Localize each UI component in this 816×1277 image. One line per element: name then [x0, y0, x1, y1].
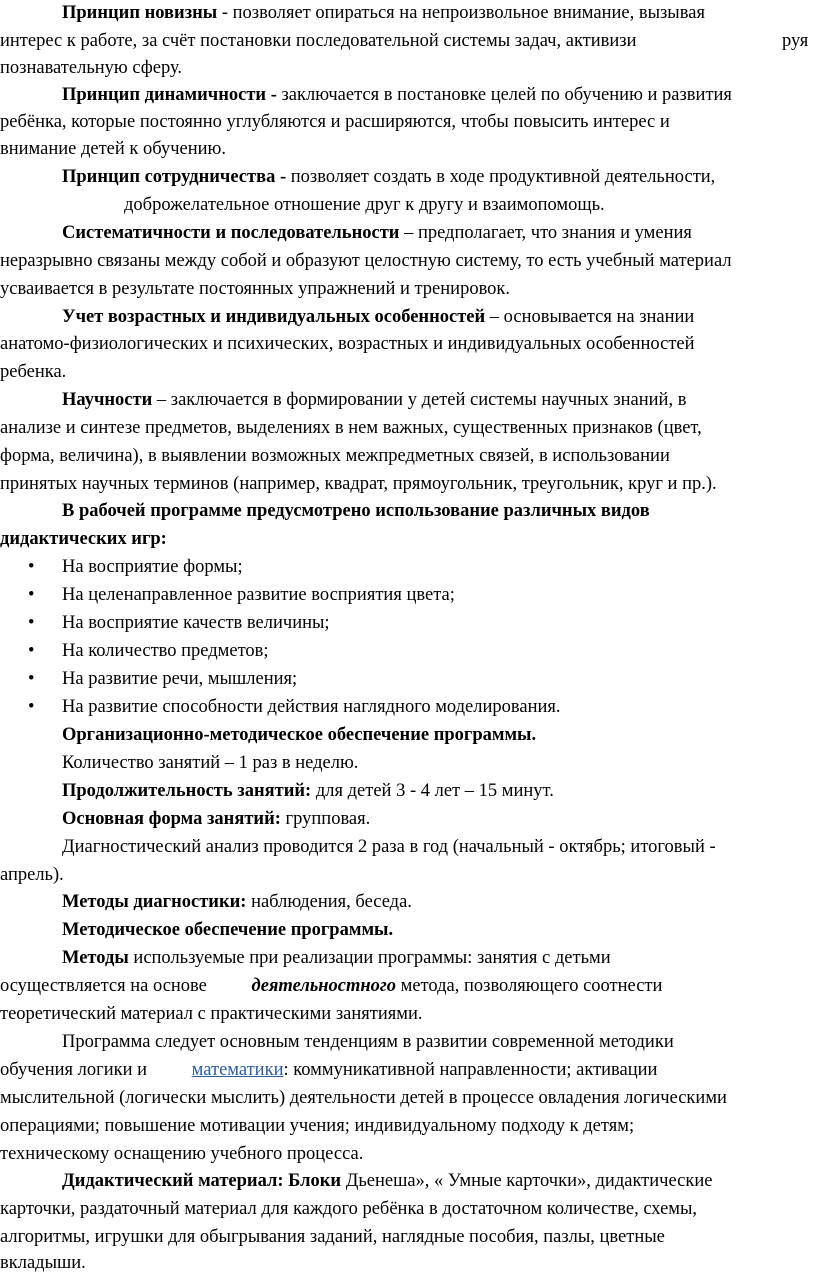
cooperation-text: позволяет создать в ходе продуктивной деятельности,: [286, 167, 716, 187]
list-item-text: На количество предметов;: [62, 641, 269, 661]
methods-text-2c: метода, позволяющего соотнести: [396, 976, 663, 996]
trends-line4: операциями; повышение мотивации учения; индивидуальному подходу к детям;: [0, 1116, 635, 1136]
bullet-icon: •: [28, 557, 35, 577]
methods-text-2a: осуществляется на основе: [0, 976, 212, 996]
bullet-icon: •: [28, 613, 35, 633]
methods-line3: теоретический материал с практическими занятиями.: [0, 1004, 423, 1024]
paragraph-systematic-line3: усваивается в результате постоянных упражнений и тренировок.: [0, 279, 511, 299]
cooperation-title: Принцип сотрудничества -: [62, 167, 287, 187]
paragraph-age-line1: [0, 304, 816, 331]
bullet-icon: •: [28, 585, 35, 605]
bullet-icon: •: [28, 697, 35, 717]
material-label: Дидактический материал: Блоки: [62, 1171, 342, 1191]
lesson-count: Количество занятий – 1 раз в неделю.: [62, 753, 359, 773]
paragraph-age-line2: анатомо-физиологических и психических, возрастных и индивидуальных особенностей: [0, 334, 695, 354]
paragraph-novelty-line2: [0, 28, 816, 55]
diagnostic-line2: апрель).: [0, 865, 64, 885]
paragraph-systematic-line1: [0, 220, 816, 247]
diagnostic-methods: [0, 889, 816, 916]
mathematics-link[interactable]: математики: [191, 1060, 284, 1080]
form-value: групповая.: [280, 809, 371, 829]
games-heading-line2: дидактических игр:: [0, 529, 167, 549]
bullet-icon: •: [28, 669, 35, 689]
method-support-heading: Методическое обеспечение программы.: [62, 920, 394, 940]
lesson-duration: [0, 778, 816, 805]
age-title: Учет возрастных и индивидуальных особенностей: [62, 307, 486, 327]
trends-line5: техническому оснащению учебного процесса.: [0, 1144, 364, 1164]
diag-methods-label: Методы диагностики:: [62, 892, 247, 912]
trends-line2: [0, 1057, 816, 1084]
systematic-text: – предполагает, что знания и умения: [399, 223, 692, 243]
list-item-text: На развитие способности действия наглядного моделирования.: [62, 697, 561, 717]
paragraph-cooperation-line2: доброжелательное отношение друг к другу и взаимопомощь.: [124, 195, 605, 215]
trends-line3: мыслительной (логически мыслить) деятельности детей в процессе овладения логическими: [0, 1088, 727, 1108]
science-text: – заключается в формировании у детей системы научных знаний, в: [152, 390, 687, 410]
paragraph-novelty-line1: [0, 0, 816, 27]
science-title: Научности: [62, 390, 153, 410]
material-line4: вкладыши.: [0, 1253, 86, 1273]
lesson-form: [0, 806, 816, 833]
list-item-text: На восприятие формы;: [62, 557, 243, 577]
methods-text: используемые при реализации программы: занятия с детьми: [128, 948, 611, 968]
form-label: Основная форма занятий:: [62, 809, 281, 829]
paragraph-science-line1: [0, 387, 816, 414]
dynamics-title: Принцип динамичности -: [62, 85, 277, 105]
paragraph-age-line3: ребенка.: [0, 362, 67, 382]
systematic-title: Систематичности и последовательности: [62, 223, 400, 243]
trends-line1: Программа следует основным тенденциям в развитии современной методики: [62, 1032, 674, 1052]
methods-emphasis: деятельностного: [251, 976, 397, 996]
methods-line1: [0, 945, 816, 972]
paragraph-science-line3: форма, величина), в выявлении возможных межпредметных связей, в использовании: [0, 446, 670, 466]
dynamics-text: заключается в постановке целей по обучению и развития: [276, 85, 732, 105]
trends-text-2b: : коммуникативной направленности; активации: [283, 1060, 658, 1080]
trends-text-2a: обучения логики и: [0, 1060, 152, 1080]
material-line3: алгоритмы, игрушки для обыгрывания заданий, наглядные пособия, пазлы, цветные: [0, 1227, 665, 1247]
duration-value: для детей 3 - 4 лет – 15 минут.: [311, 781, 554, 801]
material-text: Дьенеша», « Умные карточки», дидактические: [341, 1171, 713, 1191]
bullet-icon: •: [28, 641, 35, 661]
paragraph-cooperation-line1: [0, 164, 816, 191]
duration-label: Продолжительность занятий:: [62, 781, 312, 801]
diagnostic-line1: Диагностический анализ проводится 2 раза в год (начальный - октябрь; итоговый -: [62, 837, 716, 857]
paragraph-dynamics-line2: ребёнка, которые постоянно углубляются и расширяются, чтобы повысить интерес и: [0, 112, 670, 132]
material-line2: карточки, раздаточный материал для каждого ребёнка в достаточном количестве, схемы,: [0, 1199, 698, 1219]
paragraph-dynamics-line3: внимание детей к обучению.: [0, 139, 226, 159]
list-item-text: На восприятие качеств величины;: [62, 613, 330, 633]
paragraph-science-line2: анализе и синтезе предметов, выделениях в нем важных, существенных признаков (цвет,: [0, 418, 702, 438]
novelty-text: - позволяет опираться на непроизвольное внимание, вызывая: [217, 3, 705, 23]
paragraph-dynamics-line1: [0, 82, 816, 109]
list-item-text: На целенаправленное развитие восприятия цвета;: [62, 585, 455, 605]
paragraph-systematic-line2: неразрывно связаны между собой и образуют целостную систему, то есть учебный материал: [0, 251, 732, 271]
material-line1: [0, 1168, 816, 1195]
novelty-title: Принцип новизны: [62, 3, 218, 23]
paragraph-novelty-line3: познавательную сферу.: [0, 58, 183, 78]
novelty-text-2: интерес к работе, за счёт постановки последовательной системы задач, активизи: [0, 31, 637, 51]
novelty-text-2b: руя: [782, 31, 809, 51]
methods-line2: [0, 973, 816, 1000]
age-text: – основывается на знании: [485, 307, 695, 327]
diag-methods-value: наблюдения, беседа.: [246, 892, 412, 912]
methods-label: Методы: [62, 948, 129, 968]
list-item-text: На развитие речи, мышления;: [62, 669, 298, 689]
org-heading: Организационно-методическое обеспечение программы.: [62, 725, 537, 745]
paragraph-science-line4: принятых научных терминов (например, квадрат, прямоугольник, треугольник, круг и пр.).: [0, 474, 717, 494]
games-heading-line1: В рабочей программе предусмотрено использование различных видов: [62, 501, 650, 521]
